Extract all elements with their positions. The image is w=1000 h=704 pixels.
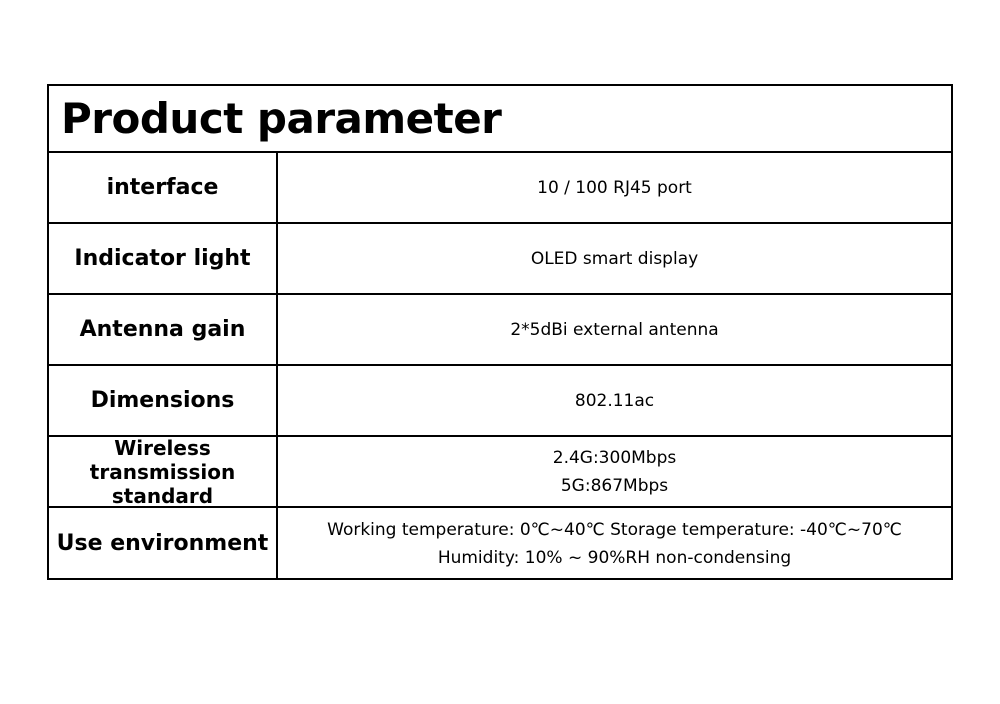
table-row-use-environment [49, 508, 951, 580]
value-line: 802.11ac [574, 390, 655, 411]
table-row-interface [49, 153, 951, 224]
row-value [278, 366, 951, 435]
row-value [278, 153, 951, 222]
value-line: Working temperature: 0℃~40℃ Storage temperature: -40℃~70℃ [327, 520, 902, 540]
row-label: interface [49, 153, 278, 222]
value-line: 5G:867Mbps [560, 475, 669, 496]
row-label: Dimensions [49, 366, 278, 435]
table-title: Product parameter [61, 94, 502, 143]
row-label: Antenna gain [49, 295, 278, 364]
value-line: Humidity: 10% ~ 90%RH non-condensing [437, 548, 792, 568]
value-line: 10 / 100 RJ45 port [537, 177, 692, 198]
value-line: 2.4G:300Mbps [552, 447, 677, 468]
table-row-wireless-standard [49, 437, 951, 508]
row-value [278, 508, 951, 580]
row-label: Use environment [49, 508, 278, 580]
table-title-row [49, 86, 951, 153]
value-line: OLED smart display [530, 248, 699, 269]
row-value [278, 437, 951, 506]
table-row-indicator-light [49, 224, 951, 295]
row-label: Wireless transmission standard [49, 437, 278, 506]
row-value [278, 295, 951, 364]
row-label: Indicator light [49, 224, 278, 293]
table-row-antenna-gain [49, 295, 951, 366]
table-row-dimensions [49, 366, 951, 437]
product-parameter-table [47, 84, 953, 580]
row-value [278, 224, 951, 293]
value-line: 2*5dBi external antenna [510, 319, 719, 340]
